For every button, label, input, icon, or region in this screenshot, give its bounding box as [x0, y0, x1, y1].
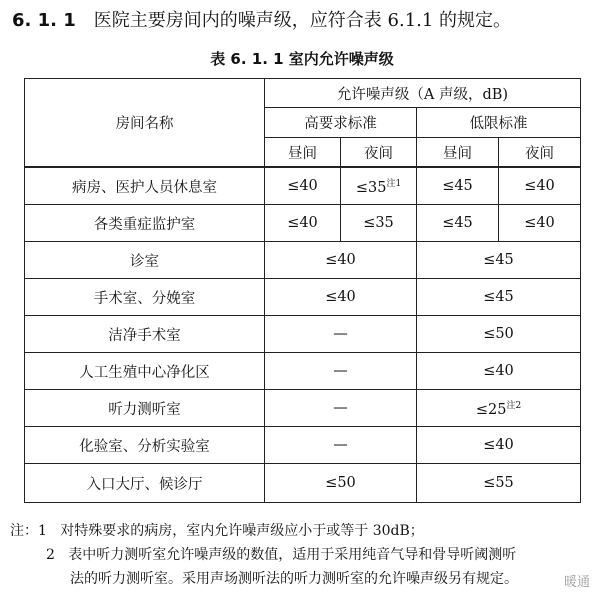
cell-low: ≤50 — [417, 316, 581, 353]
note-2-continued: 法的听力测听室。采用声场测听法的听力测听室的允许噪声级另有规定。 — [70, 571, 518, 587]
cell-low: $\le 25^{注2}$ — [417, 390, 581, 427]
table-row — [25, 390, 581, 427]
cell-high: — — [265, 316, 417, 353]
cell-high-night: $\le 35^{注1}$ — [341, 167, 417, 205]
table-row — [25, 242, 581, 279]
header-low-night: 夜间 — [499, 138, 581, 168]
row-name: 病房、医护人员休息室 — [25, 167, 265, 205]
table-row — [25, 316, 581, 353]
header-low-day: 昼间 — [417, 138, 499, 168]
cell-low: ≤45 — [417, 242, 581, 279]
row-name: 各类重症监护室 — [25, 205, 265, 242]
cell-low-night: ≤40 — [499, 205, 581, 242]
table-notes — [10, 519, 600, 591]
note-label: 注：1 — [10, 523, 47, 539]
cell-low-day: ≤45 — [417, 205, 499, 242]
header-noise-level: 允许噪声级（A 声级，dB) — [265, 79, 581, 108]
table-row — [25, 353, 581, 390]
row-name: 手术室、分娩室 — [25, 279, 265, 316]
header-room-name: 房间名称 — [25, 79, 265, 168]
table-caption: 表 6. 1. 1 室内允许噪声级 — [210, 50, 394, 68]
row-name: 洁净手术室 — [25, 316, 265, 353]
row-name: 入口大厅、候诊厅 — [25, 464, 265, 503]
table-row — [25, 464, 581, 503]
watermark: 暖通 — [560, 570, 594, 591]
cell-high-night: ≤35 — [341, 205, 417, 242]
noise-level-table — [24, 78, 581, 503]
clause-number: 6. 1. 1 — [12, 10, 76, 31]
header-high-standard: 高要求标准 — [265, 108, 417, 138]
table-row — [25, 205, 581, 242]
row-name: 诊室 — [25, 242, 265, 279]
footnote-ref: 注2 — [506, 401, 522, 411]
header-high-night: 夜间 — [341, 138, 417, 168]
table-row — [25, 279, 581, 316]
note-1-text: 对特殊要求的病房，室内允许噪声级应小于或等于 30dB； — [60, 523, 424, 539]
cell-high: — — [265, 390, 417, 427]
cell-low-night: ≤40 — [499, 167, 581, 205]
cell-low: ≤55 — [417, 464, 581, 503]
cell-low-day: ≤45 — [417, 167, 499, 205]
clause-heading — [12, 6, 511, 32]
cell-high: — — [265, 427, 417, 464]
cell-high-day: ≤40 — [265, 167, 341, 205]
cell-high: ≤40 — [265, 242, 417, 279]
header-high-day: 昼间 — [265, 138, 341, 168]
cell-high: ≤50 — [265, 464, 417, 503]
note-2-number: 2 — [46, 547, 55, 563]
clause-text: 医院主要房间内的噪声级，应符合表 6.1.1 的规定。 — [93, 10, 512, 31]
cell-high: ≤40 — [265, 279, 417, 316]
header-limit-standard: 低限标准 — [417, 108, 581, 138]
cell-low: ≤45 — [417, 279, 581, 316]
note-2-text: 表中听力测听室允许噪声级的数值，适用于采用纯音气导和骨导听阈测听 — [68, 547, 517, 563]
row-name: 听力测听室 — [25, 390, 265, 427]
cell-high: — — [265, 353, 417, 390]
note-1 — [10, 519, 600, 543]
cell-high-day: ≤40 — [265, 205, 341, 242]
row-name: 化验室、分析实验室 — [25, 427, 265, 464]
footnote-ref: 注1 — [386, 179, 402, 189]
table-row — [25, 427, 581, 464]
cell-low: ≤40 — [417, 353, 581, 390]
table-row — [25, 167, 581, 205]
cell-low: ≤40 — [417, 427, 581, 464]
note-2 — [10, 543, 600, 567]
row-name: 人工生殖中心净化区 — [25, 353, 265, 390]
